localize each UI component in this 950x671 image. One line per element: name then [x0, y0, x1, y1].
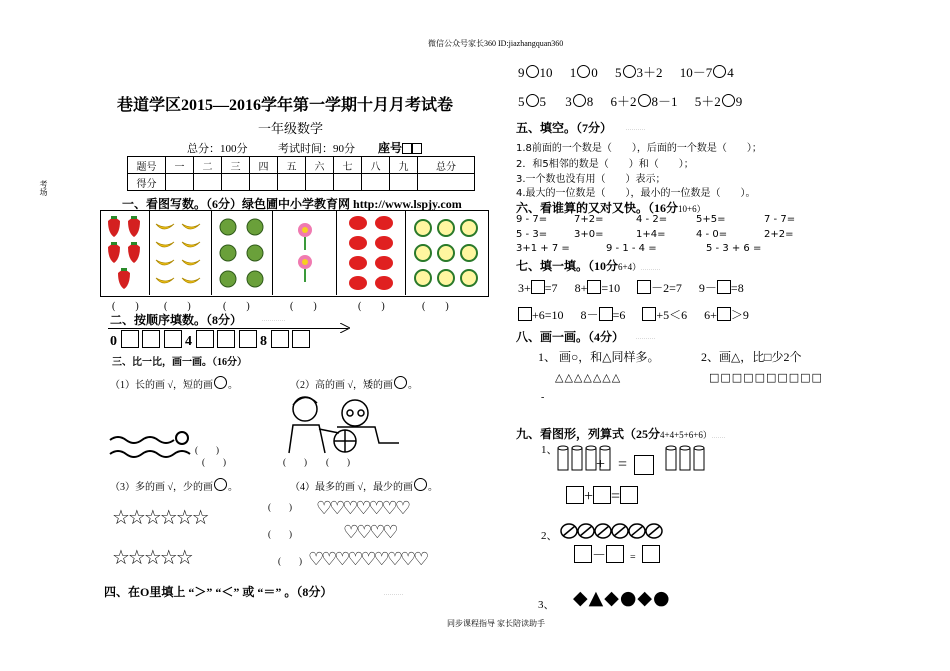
- calc-row-3: [516, 243, 761, 254]
- score-header-cell: 五: [278, 157, 306, 174]
- dotted-leader: ..........: [636, 335, 656, 340]
- shapes-row: ◆▲◆●◆●: [573, 587, 671, 609]
- watermark-text: 绿色圃中小学教育网 http://www.lspjy.com: [242, 197, 462, 211]
- fill-line: 4.最大的一位数是（ ），最小的一位数是（ ）。: [516, 188, 756, 199]
- calc-row-2: [516, 229, 793, 240]
- fill-line: 2．和5相邻的数是（ ）和（ ）；: [516, 159, 694, 170]
- sequence-box[interactable]: [121, 330, 139, 348]
- fill-line: 3.一个数也没有用（ ）表示；: [516, 174, 666, 185]
- fill-row-1: [518, 279, 744, 296]
- minus-sign: －: [592, 549, 606, 564]
- clock-icon: [415, 245, 431, 261]
- fill-box[interactable]: [587, 280, 601, 294]
- compare-circle[interactable]: [722, 94, 735, 107]
- fill-text: +6=10: [532, 308, 564, 322]
- compare-left: 9: [518, 65, 525, 80]
- period: 。: [228, 482, 238, 493]
- fill-text: =6: [612, 308, 626, 322]
- seat-box[interactable]: [402, 143, 412, 154]
- answer-blank[interactable]: ( ): [112, 301, 139, 312]
- triangles-row: △△△△△△△: [555, 371, 622, 384]
- score-header-cell: 二: [194, 157, 222, 174]
- fill-box[interactable]: [599, 307, 613, 321]
- cylinder-icon: [666, 448, 676, 470]
- fill-text: 9－: [698, 281, 717, 295]
- compare-right: 8: [586, 94, 594, 109]
- fill-box[interactable]: [518, 307, 532, 321]
- strawberry-group: [104, 213, 146, 293]
- clock-icon: [461, 245, 477, 261]
- clock-icon: [415, 270, 431, 286]
- exam-time: 考试时间：90分: [278, 143, 355, 155]
- melon-icon: [220, 219, 236, 235]
- score-cell[interactable]: [166, 174, 194, 191]
- item-number: 2、: [541, 530, 558, 542]
- fill-text: 8+: [574, 281, 588, 295]
- answer-blank[interactable]: ( ): [290, 301, 317, 312]
- score-header-cell: 三: [222, 157, 250, 174]
- calc-item: 3+1 + 7 =: [516, 243, 570, 254]
- compare-circle[interactable]: [713, 65, 726, 78]
- calc-item: 4 - 0=: [696, 229, 728, 240]
- stars-row-1: ☆☆☆☆☆☆: [112, 507, 208, 529]
- clock-icon: [461, 270, 477, 286]
- answer-box[interactable]: [593, 486, 611, 504]
- sequence-number: 0: [110, 334, 117, 349]
- answer-box[interactable]: [606, 545, 624, 563]
- section-9-points: 4+4+5+6+6）: [660, 430, 712, 440]
- melon-icon: [220, 271, 236, 287]
- answer-blank[interactable]: ( ): [422, 301, 449, 312]
- fill-text: －2=7: [651, 281, 682, 295]
- cylinder-icon: [680, 448, 690, 470]
- fill-box[interactable]: [531, 280, 545, 294]
- score-cell[interactable]: [390, 174, 418, 191]
- clock-group: [412, 218, 482, 290]
- sequence-box[interactable]: [142, 330, 160, 348]
- section-6-points: 10+6）: [678, 204, 706, 214]
- compare-left: 6＋2: [610, 94, 637, 109]
- compare-circle[interactable]: [573, 94, 586, 107]
- calc-item: 5 - 3=: [516, 229, 548, 240]
- flower-group: [285, 220, 325, 288]
- strawberry-icon: [108, 218, 120, 237]
- crossed-circle-icon: [578, 524, 594, 538]
- squares-row: □□□□□□□□□□: [709, 371, 823, 384]
- rope-illustration: [108, 430, 198, 466]
- calc-row-1: [516, 214, 795, 225]
- compare-right: 5: [539, 94, 546, 109]
- cylinder-group: [556, 444, 706, 476]
- calc-item: 9 - 7=: [516, 214, 548, 225]
- question-3-1: [110, 376, 238, 391]
- side-label: 考场: [39, 180, 48, 196]
- fill-row-2: [518, 306, 749, 323]
- answer-blank[interactable]: ( ): [283, 457, 307, 467]
- compare-circle[interactable]: [638, 94, 651, 107]
- calc-item: 2+2=: [764, 229, 794, 240]
- compare-right: 3＋2: [636, 65, 663, 80]
- compare-row-1: [518, 62, 734, 81]
- answer-blank[interactable]: ( ): [223, 301, 250, 312]
- calc-item: 3+0=: [574, 229, 604, 240]
- circle-icon: [414, 478, 427, 491]
- section-8-title: 八、画一画。（4分）: [516, 330, 625, 344]
- question-text: （4）最多的画 √，最少的画: [290, 482, 413, 493]
- compare-circle[interactable]: [577, 65, 590, 78]
- cylinder-icon: [694, 448, 704, 470]
- score-header-cell: 题号: [128, 157, 166, 174]
- draw-question-1: 1、 画○，和△同样多。: [538, 350, 660, 364]
- answer-blank[interactable]: ( ): [358, 301, 385, 312]
- fill-text: 6+: [704, 308, 717, 322]
- draw-area[interactable]: -: [541, 392, 545, 403]
- fill-box[interactable]: [642, 307, 656, 321]
- score-header-cell: 九: [390, 157, 418, 174]
- picture-divider: [149, 211, 150, 295]
- clock-icon: [415, 220, 431, 236]
- compare-left: 3: [565, 94, 572, 109]
- section-5-title: 五、填空。（7分）: [516, 121, 613, 135]
- banana-icon: [182, 224, 200, 229]
- fill-line: 1.8前面的一个数是（ ），后面的一个数是（ ）；: [516, 143, 762, 154]
- score-table: [127, 156, 475, 191]
- picture-divider: [336, 211, 337, 295]
- score-header-cell: 总分: [418, 157, 475, 174]
- answer-box[interactable]: [634, 455, 654, 475]
- melon-group: [215, 215, 269, 291]
- dotted-leader: ..........: [626, 126, 646, 131]
- answer-blank[interactable]: ( ): [202, 457, 226, 467]
- tomato-icon: [375, 256, 393, 270]
- tomato-group: [345, 214, 399, 292]
- dotted-leader: .......: [711, 434, 726, 439]
- footer-note: 同步课程指导 家长陪读助手: [447, 619, 545, 628]
- fill-text: =8: [730, 281, 744, 295]
- answer-blank[interactable]: ( ): [268, 502, 292, 512]
- calc-item: 7+2=: [574, 214, 604, 225]
- equals-sign: =: [630, 552, 636, 563]
- circle-icon: [214, 478, 227, 491]
- section-1-heading: 一、看图写数。（6分）: [122, 197, 243, 211]
- fill-box[interactable]: [717, 307, 731, 321]
- sequence-row: [110, 330, 310, 350]
- tomato-icon: [375, 236, 393, 250]
- fill-text: =7: [544, 281, 558, 295]
- header-note: 微信公众号家长360 ID:jiazhangquan360: [428, 39, 564, 48]
- compare-row-2: [518, 91, 742, 110]
- banana-icon: [182, 260, 200, 265]
- sequence-box[interactable]: [164, 330, 182, 348]
- equation-row-2: [574, 545, 660, 565]
- question-3-3: [110, 478, 238, 493]
- melon-icon: [247, 245, 263, 261]
- compare-right: 9: [735, 94, 743, 109]
- sequence-box[interactable]: [217, 330, 235, 348]
- compare-circle[interactable]: [623, 65, 636, 78]
- score-cell[interactable]: [250, 174, 278, 191]
- sequence-number: 8: [260, 334, 267, 349]
- question-text: （1）长的画 √，短的画: [110, 380, 213, 391]
- score-header-cell: 八: [362, 157, 390, 174]
- sequence-box[interactable]: [271, 330, 289, 348]
- sequence-box[interactable]: [239, 330, 257, 348]
- plus-sign: +: [596, 456, 606, 473]
- calc-item: 5 - 3 + 6 =: [706, 243, 762, 254]
- cylinder-icon: [558, 448, 568, 470]
- score-cell[interactable]: [306, 174, 334, 191]
- compare-right: 8－1: [651, 94, 678, 109]
- seat-number: [378, 139, 422, 156]
- banana-icon: [182, 278, 200, 283]
- total-score: 总分：100分: [187, 143, 248, 155]
- tomato-icon: [349, 256, 367, 270]
- calc-item: 4 - 2=: [636, 214, 668, 225]
- answer-blank[interactable]: ( ): [326, 457, 350, 467]
- calc-item: 1+4=: [636, 229, 666, 240]
- tomato-icon: [349, 236, 367, 250]
- strawberry-icon: [128, 244, 140, 263]
- arrow-right-icon: [340, 323, 350, 333]
- section-7-heading: 七、填一填。（10分: [516, 259, 619, 273]
- score-cell[interactable]: [362, 174, 390, 191]
- number-line: [108, 328, 348, 329]
- crossed-circle-icon: [629, 524, 645, 538]
- question-text: （3）多的画 √，少的画: [110, 482, 213, 493]
- question-text: （2）高的画 √，矮的画: [290, 380, 393, 391]
- item-number: 1、: [541, 444, 558, 456]
- compare-left: 1: [569, 65, 577, 80]
- score-row-label: 得分: [128, 174, 166, 191]
- fill-text: ＞9: [730, 308, 749, 322]
- picture-divider: [272, 211, 273, 295]
- picture-divider: [405, 211, 406, 295]
- seat-box[interactable]: [412, 143, 422, 154]
- section-6-heading: 六、看谁算的又对又快。（16分: [516, 201, 679, 215]
- sequence-box[interactable]: [196, 330, 214, 348]
- section-7-points: 6+4）: [618, 262, 642, 272]
- period: 。: [408, 380, 418, 391]
- answer-box[interactable]: [642, 545, 660, 563]
- tomato-icon: [349, 276, 367, 290]
- sequence-number: 4: [185, 334, 192, 349]
- melon-icon: [220, 245, 236, 261]
- answer-box[interactable]: [574, 545, 592, 563]
- section-2-title: 二、按顺序填数。（8分）: [110, 313, 243, 327]
- banana-icon: [156, 260, 174, 265]
- tomato-icon: [375, 276, 393, 290]
- fill-box[interactable]: [637, 280, 651, 294]
- tomato-icon: [349, 216, 367, 230]
- answer-blank[interactable]: ( ): [268, 529, 292, 539]
- strawberry-icon: [108, 244, 120, 263]
- score-cell[interactable]: [278, 174, 306, 191]
- crossed-circle-icon: [561, 524, 577, 538]
- crossed-circle-icon: [646, 524, 662, 538]
- banana-icon: [156, 242, 174, 247]
- score-header-cell: 七: [334, 157, 362, 174]
- dotted-leader: ..........: [641, 266, 662, 271]
- cylinder-icon: [586, 448, 596, 470]
- score-cell[interactable]: [334, 174, 362, 191]
- picture-divider: [211, 211, 212, 295]
- crossed-circles-group: [560, 522, 680, 540]
- melon-icon: [247, 219, 263, 235]
- draw-question-2: 2、画△，比□少2个: [701, 350, 802, 364]
- hearts-row-2: ♡♡♡♡: [343, 522, 396, 542]
- calc-item: 7 - 7=: [764, 214, 796, 225]
- item-number: 3、: [538, 599, 555, 611]
- compare-left: 5＋2: [694, 94, 721, 109]
- score-cell[interactable]: [418, 174, 475, 191]
- strawberry-icon: [118, 270, 130, 289]
- section-9-title: [516, 425, 726, 442]
- answer-box[interactable]: [620, 486, 638, 504]
- calc-item: 5+5=: [696, 214, 726, 225]
- section-3-title: 三、比一比，画一画。（16分）: [112, 357, 247, 368]
- banana-icon: [156, 278, 174, 283]
- compare-right: 10: [539, 65, 553, 80]
- strawberry-icon: [128, 218, 140, 237]
- compare-left: 5: [615, 65, 622, 80]
- compare-circle[interactable]: [526, 94, 539, 107]
- circle-icon: [394, 376, 407, 389]
- answer-blank[interactable]: ( ): [195, 445, 219, 455]
- crossed-circle-icon: [612, 524, 628, 538]
- section-7-title: [516, 257, 661, 274]
- compare-circle[interactable]: [526, 65, 539, 78]
- section-4-title: 四、在O里填上 “＞” “＜” 或 “＝” 。（8分）: [104, 585, 333, 599]
- calc-item: 9 - 1 - 4 =: [606, 243, 657, 254]
- fill-text: =10: [601, 281, 621, 295]
- dotted-leader: ..........: [384, 591, 404, 596]
- equals-sign: =: [611, 488, 621, 505]
- compare-left: 10－7: [679, 65, 713, 80]
- compare-right: 4: [727, 65, 734, 80]
- cylinder-icon: [572, 448, 582, 470]
- clock-icon: [438, 270, 454, 286]
- stars-row-2: ☆☆☆☆☆: [112, 547, 192, 569]
- clock-icon: [461, 220, 477, 236]
- fill-box[interactable]: [717, 280, 731, 294]
- score-header-cell: 一: [166, 157, 194, 174]
- hearts-row-1: ♡♡♡♡♡♡♡: [316, 498, 408, 518]
- people-illustration: [275, 393, 413, 455]
- clock-icon: [438, 220, 454, 236]
- period: 。: [228, 380, 238, 391]
- plus-sign: +: [584, 488, 594, 505]
- answer-blank[interactable]: ( ): [278, 556, 302, 566]
- dotted-leader: ............: [262, 317, 286, 322]
- fill-text: 3+: [518, 281, 531, 295]
- fill-text: +5＜6: [656, 308, 688, 322]
- compare-left: 5: [518, 94, 525, 109]
- equation-row-1: [566, 486, 638, 506]
- hearts-row-3: ♡♡♡♡♡♡♡♡♡: [308, 549, 427, 569]
- crossed-circle-icon: [595, 524, 611, 538]
- score-header-cell: 六: [306, 157, 334, 174]
- score-cell[interactable]: [194, 174, 222, 191]
- exam-title: 巷道学区2015—2016学年第一学期十月月考试卷: [117, 97, 454, 114]
- sequence-box[interactable]: [292, 330, 310, 348]
- seat-label: 座号: [378, 141, 403, 155]
- answer-box[interactable]: [566, 486, 584, 504]
- banana-group: [152, 214, 208, 292]
- section-9-heading: 九、看图形，列算式（25分: [516, 427, 661, 441]
- answer-blank[interactable]: ( ): [164, 301, 191, 312]
- clock-icon: [438, 245, 454, 261]
- score-cell[interactable]: [222, 174, 250, 191]
- period: 。: [428, 482, 438, 493]
- circle-icon: [214, 376, 227, 389]
- question-3-4: [290, 478, 438, 493]
- banana-icon: [182, 242, 200, 247]
- fill-text: 8－: [580, 308, 599, 322]
- compare-right: 0: [591, 65, 598, 80]
- score-table-header: [128, 157, 475, 174]
- score-table-row: [128, 174, 475, 191]
- question-3-2: [290, 376, 418, 391]
- equals-sign: =: [618, 456, 628, 473]
- banana-icon: [156, 224, 174, 229]
- tomato-icon: [375, 216, 393, 230]
- melon-icon: [247, 271, 263, 287]
- score-header-cell: 四: [250, 157, 278, 174]
- exam-subtitle: 一年级数学: [258, 121, 324, 136]
